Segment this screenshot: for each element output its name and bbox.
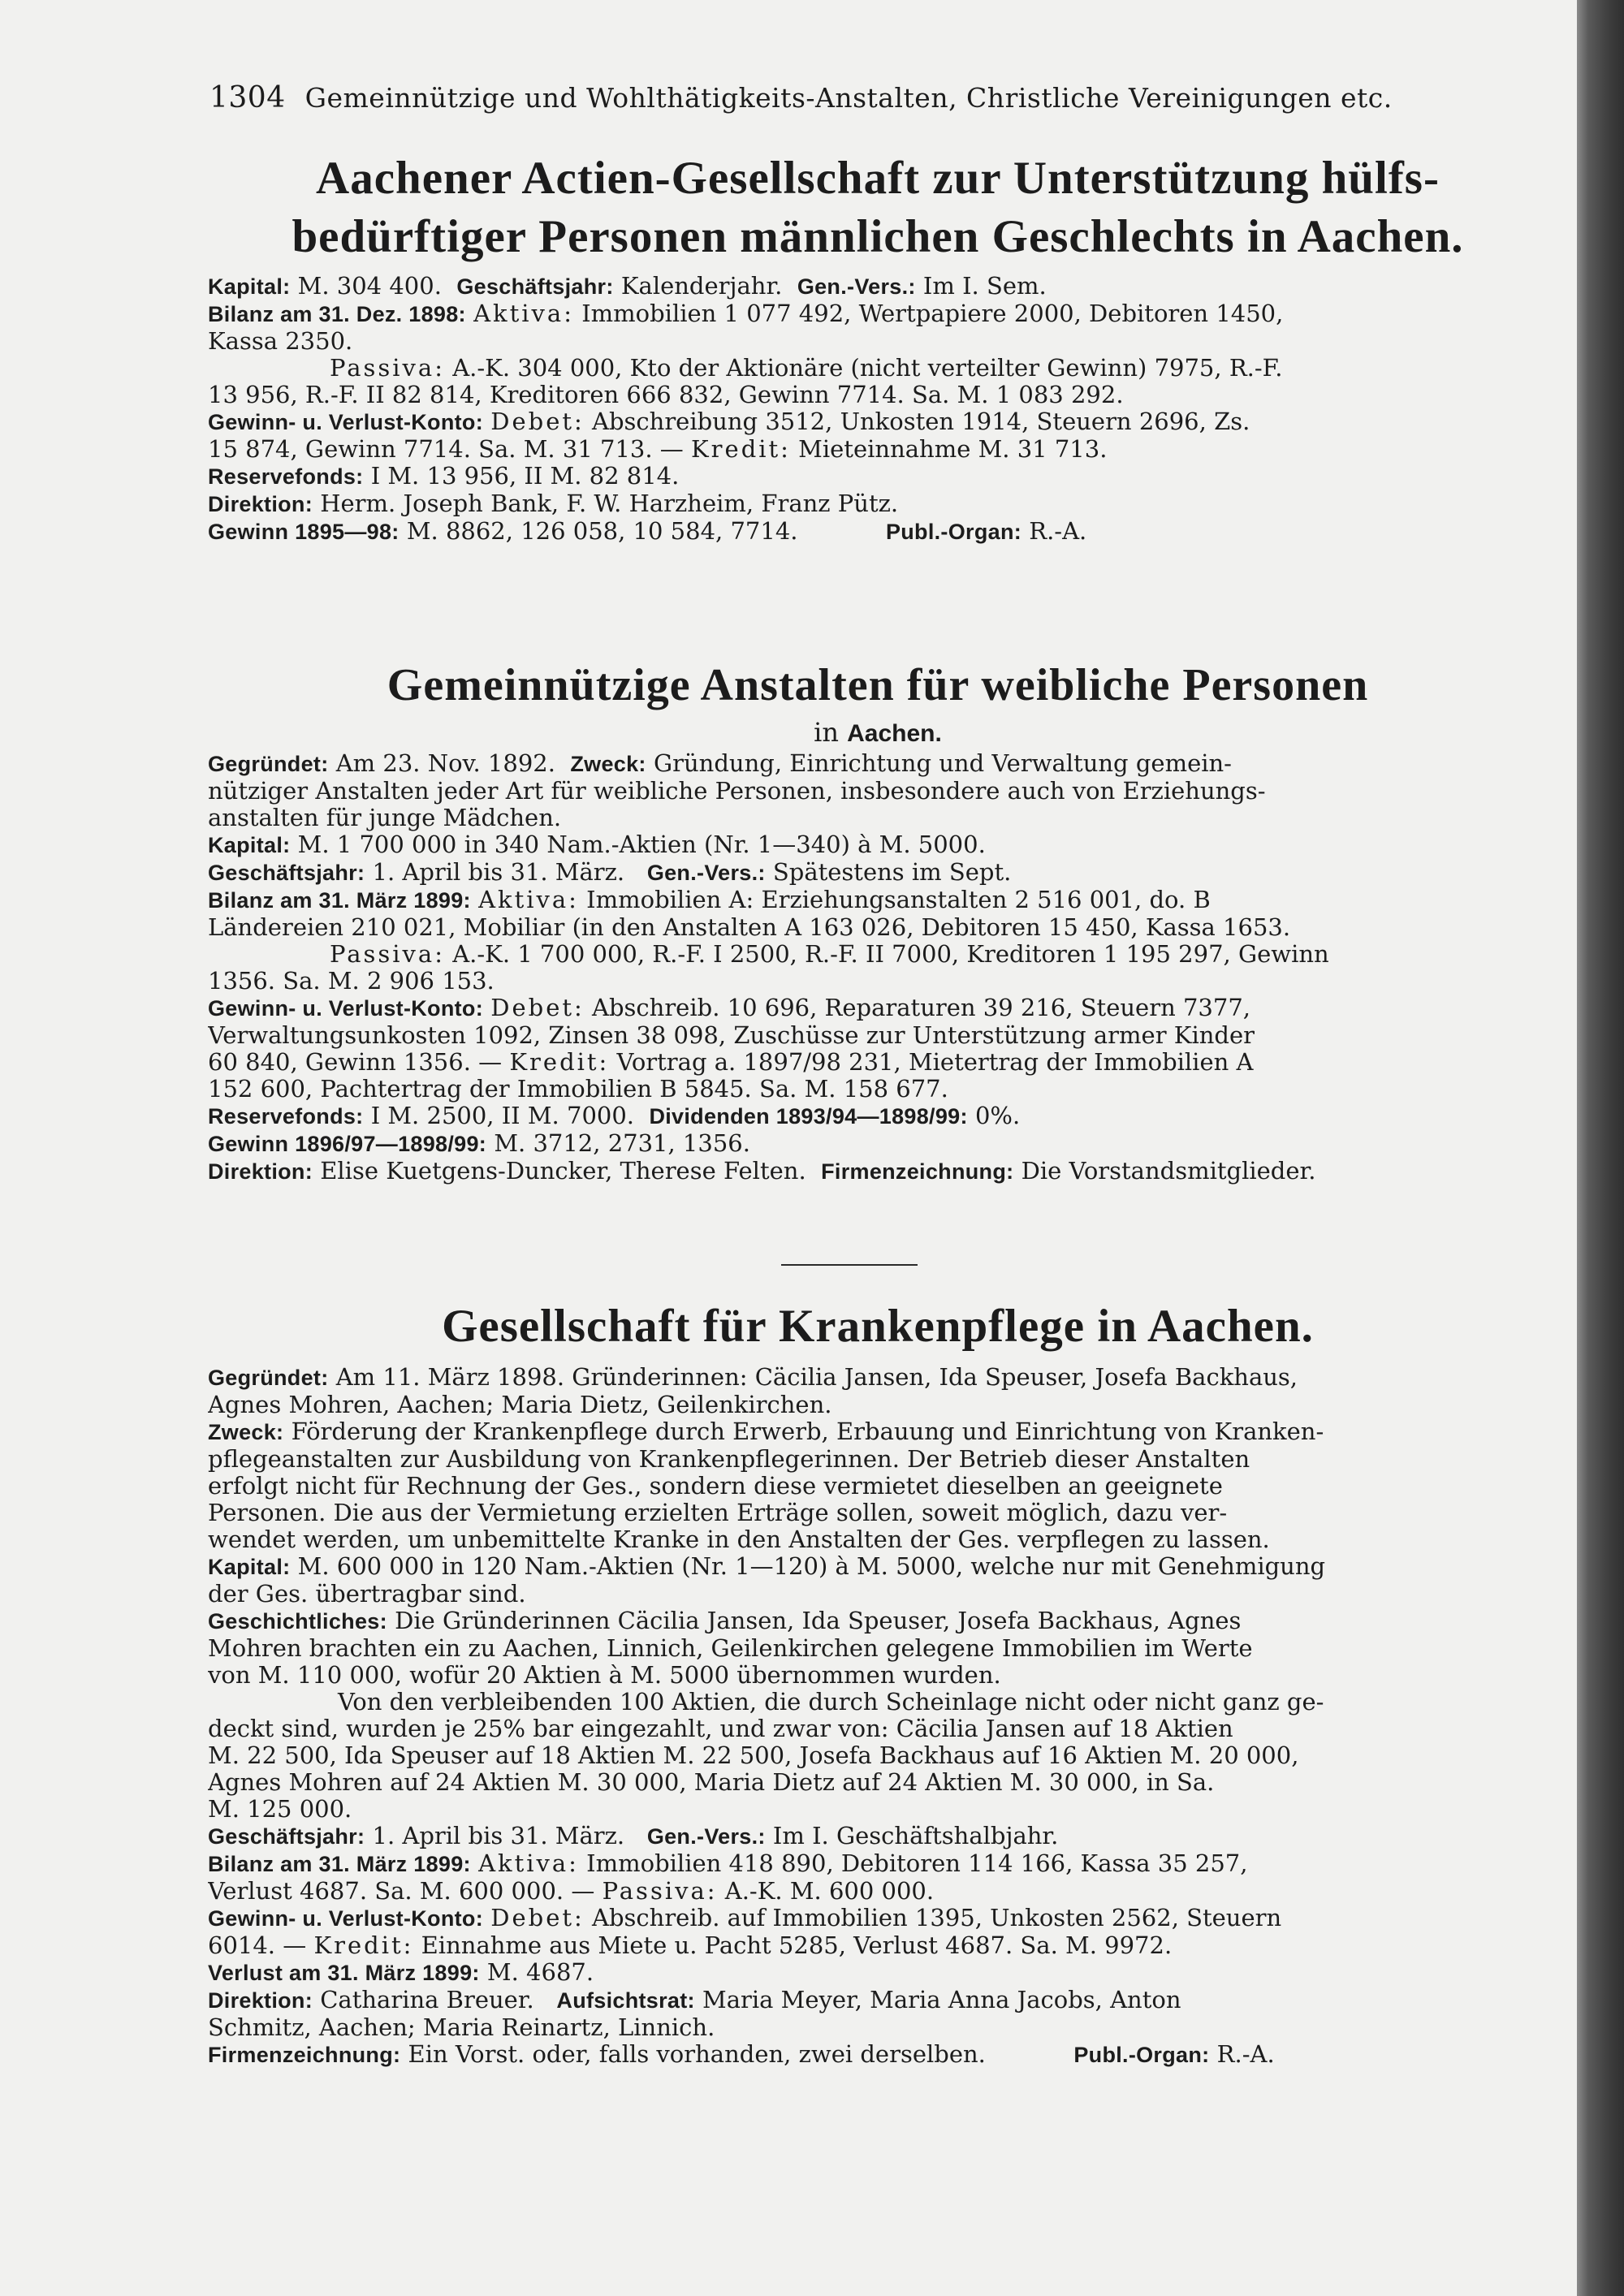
- value-kredit: Einnahme aus Miete u. Pacht 5285, Verlust 4687. Sa. M. 9972.: [421, 1931, 1173, 1959]
- entry-reservefonds: [208, 463, 1548, 490]
- section-title-line-1: Aachener Actien-Gesellschaft zur Unterstützung hülfs-: [316, 153, 1440, 204]
- entry-direktion: [208, 490, 1548, 518]
- value-geschichtliches: Die Gründerinnen Cäcilia Jansen, Ida Speuser, Josefa Backhaus, Agnes: [395, 1608, 1242, 1634]
- value-geschichtliches-p2-1: Von den verbleibenden 100 Aktien, die durch Scheinlage nicht oder nicht ganz ge-: [338, 1688, 1324, 1716]
- label-verlust: Verlust am 31. März 1899:: [208, 1961, 480, 1985]
- value-geschichtliches-p2-4: Agnes Mohren auf 24 Aktien M. 30 000, Maria Dietz auf 24 Aktien M. 30 000, in Sa.: [208, 1768, 1215, 1796]
- entry-bilanz: [208, 887, 1548, 995]
- value-gegruendet: Am 23. Nov. 1892.: [335, 750, 555, 777]
- label-reservefonds: Reservefonds:: [208, 464, 364, 489]
- label-publ-organ: Publ.-Organ:: [1073, 2043, 1210, 2067]
- passiva-line: [257, 355, 1548, 382]
- value-direktion: Elise Kuetgens-Duncker, Therese Felten.: [320, 1158, 806, 1185]
- value-geschaeftsjahr: 1. April bis 31. März.: [372, 859, 625, 886]
- section-title: Gesellschaft für Krankenpflege in Aachen.: [442, 1301, 1314, 1352]
- value-debet-cont-2: 60 840, Gewinn 1356. —: [208, 1048, 503, 1076]
- label-passiva: Passiva:: [330, 354, 445, 382]
- value-aktiva: Immobilien 1 077 492, Wertpapiere 2000, Debitoren 1450,: [581, 300, 1284, 327]
- value-kredit: Vortrag a. 1897/98 231, Mietertrag der Immobilien A: [616, 1048, 1254, 1076]
- value-publ-organ: R.-A.: [1216, 2041, 1275, 2068]
- value-gewinn: M. 8862, 126 058, 10 584, 7714.: [406, 518, 798, 545]
- value-passiva: A.-K. 1 700 000, R.-F. I 2500, R.-F. II 7000, Kreditoren 1 195 297, Gewinn: [452, 940, 1329, 968]
- debet-kredit-line: [208, 1931, 1548, 1959]
- running-title: Gemeinnützige und Wohlthätigkeits-Anstalten, Christliche Vereinigungen etc.: [304, 82, 1393, 114]
- entry-direktion: [208, 1158, 1548, 1185]
- value-zweck-cont-2: anstalten für junge Mädchen.: [208, 804, 562, 831]
- entry-verlust: [208, 1959, 1548, 1987]
- entry-kapital: [208, 1553, 1548, 1608]
- value-kapital-cont: der Ges. übertragbar sind.: [208, 1580, 526, 1608]
- entry-kapital: [208, 273, 1548, 300]
- label-gen-vers: Gen.-Vers.:: [646, 1824, 766, 1849]
- value-zweck-cont-2: erfolgt nicht für Rechnung der Ges., sondern diese vermietet dieselben an geeignete: [208, 1472, 1223, 1500]
- value-gen-vers: Im I. Sem.: [922, 273, 1047, 300]
- label-passiva: Passiva:: [330, 940, 445, 968]
- passiva-line: [257, 941, 1548, 968]
- entry-bilanz: [208, 300, 1548, 408]
- section-aachener-actien-gesellschaft: [208, 148, 1548, 546]
- value-zweck-cont-3: Personen. Die aus der Vermietung erzielten Erträge sollen, soweit möglich, dazu ver-: [208, 1499, 1228, 1526]
- value-gewinn: M. 3712, 2731, 1356.: [494, 1130, 750, 1157]
- value-direktion: Catharina Breuer.: [320, 1987, 534, 2013]
- label-bilanz: Bilanz am 31. März 1899:: [208, 888, 471, 913]
- value-aktiva: Immobilien 418 890, Debitoren 114 166, Kassa 35 257,: [586, 1850, 1248, 1877]
- value-debet-cont: 15 874, Gewinn 7714. Sa. M. 31 713. —: [208, 435, 684, 463]
- value-gen-vers: Spätestens im Sept.: [772, 859, 1012, 886]
- page-number: 1304: [209, 81, 286, 114]
- entry-geschichtliches: [208, 1608, 1548, 1823]
- label-kredit: Kredit:: [509, 1048, 610, 1076]
- section-gesellschaft-krankenpflege: [208, 1296, 1548, 2069]
- value-reservefonds: I M. 13 956, II M. 82 814.: [370, 463, 680, 490]
- debet-cont-line: [208, 435, 1548, 463]
- value-geschichtliches-cont-1: Mohren brachten ein zu Aachen, Linnich, Geilenkirchen gelegene Immobilien im Werte: [208, 1634, 1253, 1662]
- value-debet: Abschreibung 3512, Unkosten 1914, Steuern 2696, Zs.: [592, 408, 1250, 435]
- value-aktiva-cont: Kassa 2350.: [208, 327, 353, 355]
- label-guv: Gewinn- u. Verlust-Konto:: [208, 996, 483, 1021]
- value-aufsichtsrat: Maria Meyer, Maria Anna Jacobs, Anton: [702, 1987, 1181, 2013]
- section-gemeinnuetzige-anstalten: [208, 654, 1548, 1185]
- value-kapital: M. 304 400.: [297, 273, 442, 300]
- value-aktiva-cont: Ländereien 210 021, Mobiliar (in den Anstalten A 163 026, Debitoren 15 450, Kassa 1653.: [208, 913, 1291, 941]
- book-spine-shadow: [1577, 0, 1624, 2296]
- value-kapital: M. 1 700 000 in 340 Nam.-Aktien (Nr. 1—340) à M. 5000.: [297, 831, 986, 858]
- running-header: [209, 81, 1541, 114]
- value-aufsichtsrat-cont: Schmitz, Aachen; Maria Reinartz, Linnich.: [208, 2013, 715, 2041]
- label-firmenzeichnung: Firmenzeichnung:: [821, 1159, 1014, 1184]
- label-kredit: Kredit:: [313, 1931, 414, 1959]
- label-aktiva: Aktiva:: [473, 300, 574, 327]
- label-gegruendet: Gegründet:: [208, 1366, 329, 1390]
- entry-direktion: [208, 1987, 1548, 2041]
- value-passiva: A.-K. 304 000, Kto der Aktionäre (nicht verteilter Gewinn) 7975, R.-F.: [452, 354, 1283, 382]
- value-aktiva-cont: Verlust 4687. Sa. M. 600 000. —: [208, 1877, 595, 1905]
- value-zweck: Förderung der Krankenpflege durch Erwerb, Erbauung und Einrichtung von Kranken-: [291, 1418, 1324, 1445]
- value-firmenzeichnung: Die Vorstandsmitglieder.: [1021, 1158, 1316, 1185]
- value-debet-cont-1: Verwaltungsunkosten 1092, Zinsen 38 098, Zuschüsse zur Unterstützung armer Kinder: [208, 1021, 1255, 1049]
- label-geschaeftsjahr: Geschäftsjahr:: [208, 1824, 365, 1849]
- label-direktion: Direktion:: [208, 492, 313, 516]
- subtitle-city: Aachen.: [847, 720, 942, 747]
- value-geschaeftsjahr: Kalenderjahr.: [620, 273, 783, 300]
- subtitle-in: in: [814, 717, 839, 748]
- value-geschichtliches-p2-5: M. 125 000.: [208, 1795, 352, 1823]
- label-debet: Debet:: [490, 1905, 585, 1931]
- label-zweck: Zweck:: [570, 752, 646, 776]
- debet-kredit-line: [208, 1048, 1548, 1076]
- value-reservefonds: I M. 2500, II M. 7000.: [370, 1103, 635, 1129]
- label-aktiva: Aktiva:: [478, 887, 579, 913]
- label-debet: Debet:: [490, 995, 585, 1021]
- label-gewinn: Gewinn 1896/97—1898/99:: [208, 1132, 487, 1156]
- value-dividenden: 0%.: [974, 1103, 1021, 1129]
- label-gen-vers: Gen.-Vers.:: [797, 274, 916, 299]
- entry-guv: [208, 408, 1548, 463]
- label-direktion: Direktion:: [208, 1988, 313, 2013]
- label-aktiva: Aktiva:: [478, 1850, 579, 1877]
- entry-reservefonds: [208, 1103, 1548, 1130]
- label-bilanz: Bilanz am 31. Dez. 1898:: [208, 302, 466, 326]
- label-gen-vers: Gen.-Vers.:: [646, 861, 766, 885]
- value-zweck: Gründung, Einrichtung und Verwaltung gemein-: [653, 750, 1232, 777]
- entry-gewinn: [208, 1130, 1548, 1158]
- section-divider: [781, 1264, 918, 1266]
- value-zweck-cont-1: pflegeanstalten zur Ausbildung von Krankenpflegerinnen. Der Betrieb dieser Anstalten: [208, 1445, 1250, 1473]
- value-gegruendet-cont: Agnes Mohren, Aachen; Maria Dietz, Geilenkirchen.: [208, 1391, 832, 1418]
- value-zweck-cont-4: wendet werden, um unbemittelte Kranke in den Anstalten der Ges. verpflegen zu lassen.: [208, 1526, 1270, 1553]
- label-guv: Gewinn- u. Verlust-Konto:: [208, 410, 483, 434]
- label-zweck: Zweck:: [208, 1420, 284, 1444]
- entry-geschaeftsjahr: [208, 859, 1548, 887]
- value-verlust: M. 4687.: [486, 1959, 594, 1986]
- value-debet: Abschreib. auf Immobilien 1395, Unkosten 2562, Steuern: [592, 1905, 1282, 1931]
- entry-guv: [208, 995, 1548, 1103]
- label-publ-organ: Publ.-Organ:: [885, 520, 1022, 544]
- section-title: Gemeinnützige Anstalten für weibliche Personen: [387, 660, 1369, 710]
- value-aktiva: Immobilien A: Erziehungsanstalten 2 516 001, do. B: [586, 887, 1211, 913]
- value-gegruendet: Am 11. März 1898. Gründerinnen: Cäcilia Jansen, Ida Speuser, Josefa Backhaus,: [335, 1364, 1298, 1391]
- label-firmenzeichnung: Firmenzeichnung:: [208, 2043, 401, 2067]
- label-dividenden: Dividenden 1893/94—1898/99:: [649, 1104, 968, 1129]
- value-passiva-cont: 1356. Sa. M. 2 906 153.: [208, 967, 495, 995]
- value-geschichtliches-p2-2: deckt sind, wurden je 25% bar eingezahlt, und zwar von: Cäcilia Jansen auf 18 Aktien: [208, 1715, 1233, 1742]
- label-reservefonds: Reservefonds:: [208, 1104, 364, 1129]
- value-passiva: A.-K. M. 600 000.: [724, 1877, 935, 1905]
- value-firmenzeichnung: Ein Vorst. oder, falls vorhanden, zwei derselben.: [408, 2041, 986, 2068]
- value-kredit: Mieteinnahme M. 31 713.: [798, 435, 1108, 463]
- value-geschichtliches-p2-3: M. 22 500, Ida Speuser auf 18 Aktien M. 22 500, Josefa Backhaus auf 16 Aktien M. 20 000,: [208, 1741, 1299, 1769]
- section-subtitle: [208, 716, 1548, 750]
- value-kapital: M. 600 000 in 120 Nam.-Aktien (Nr. 1—120) à M. 5000, welche nur mit Genehmigung: [297, 1553, 1326, 1580]
- entry-gegruendet: [208, 750, 1548, 831]
- label-direktion: Direktion:: [208, 1159, 313, 1184]
- label-geschaeftsjahr: Geschäftsjahr:: [456, 274, 614, 299]
- label-aufsichtsrat: Aufsichtsrat:: [556, 1988, 695, 2013]
- label-debet: Debet:: [490, 408, 585, 435]
- label-kredit: Kredit:: [691, 435, 791, 463]
- value-debet: Abschreib. 10 696, Reparaturen 39 216, Steuern 7377,: [592, 995, 1250, 1021]
- entry-geschaeftsjahr: [208, 1823, 1548, 1850]
- label-bilanz: Bilanz am 31. März 1899:: [208, 1852, 471, 1876]
- label-geschaeftsjahr: Geschäftsjahr:: [208, 861, 365, 885]
- label-gewinn: Gewinn 1895—98:: [208, 520, 400, 544]
- entry-firmenzeichnung: [208, 2041, 1548, 2069]
- value-passiva-cont: 13 956, R.-F. II 82 814, Kreditoren 666 832, Gewinn 7714. Sa. M. 1 083 292.: [208, 381, 1124, 408]
- value-zweck-cont-1: nütziger Anstalten jeder Art für weibliche Personen, insbesondere auch von Erziehungs-: [208, 777, 1266, 805]
- entry-gewinn: [208, 518, 1548, 546]
- value-gen-vers: Im I. Geschäftshalbjahr.: [772, 1823, 1059, 1849]
- value-debet-cont: 6014. —: [208, 1931, 307, 1959]
- label-guv: Gewinn- u. Verlust-Konto:: [208, 1906, 483, 1931]
- value-kredit-cont: 152 600, Pachtertrag der Immobilien B 5845. Sa. M. 158 677.: [208, 1075, 948, 1103]
- value-geschichtliches-cont-2: von M. 110 000, wofür 20 Aktien à M. 5000 übernommen wurden.: [208, 1661, 1001, 1689]
- section-title-line-2: bedürftiger Personen männlichen Geschlechts in Aachen.: [292, 211, 1464, 262]
- aktiva-passiva-line: [208, 1877, 1548, 1905]
- label-kapital: Kapital:: [208, 274, 291, 299]
- value-publ-organ: R.-A.: [1029, 518, 1087, 545]
- entry-gegruendet: [208, 1364, 1548, 1418]
- entry-guv: [208, 1905, 1548, 1959]
- entry-bilanz: [208, 1850, 1548, 1905]
- entry-kapital: [208, 831, 1548, 859]
- value-geschaeftsjahr: 1. April bis 31. März.: [372, 1823, 625, 1849]
- label-kapital: Kapital:: [208, 833, 291, 857]
- label-gegruendet: Gegründet:: [208, 752, 329, 776]
- value-direktion: Herm. Joseph Bank, F. W. Harzheim, Franz Pütz.: [320, 490, 899, 517]
- label-kapital: Kapital:: [208, 1555, 291, 1579]
- label-passiva: Passiva:: [602, 1877, 718, 1905]
- label-geschichtliches: Geschichtliches:: [208, 1609, 387, 1634]
- entry-zweck: [208, 1418, 1548, 1553]
